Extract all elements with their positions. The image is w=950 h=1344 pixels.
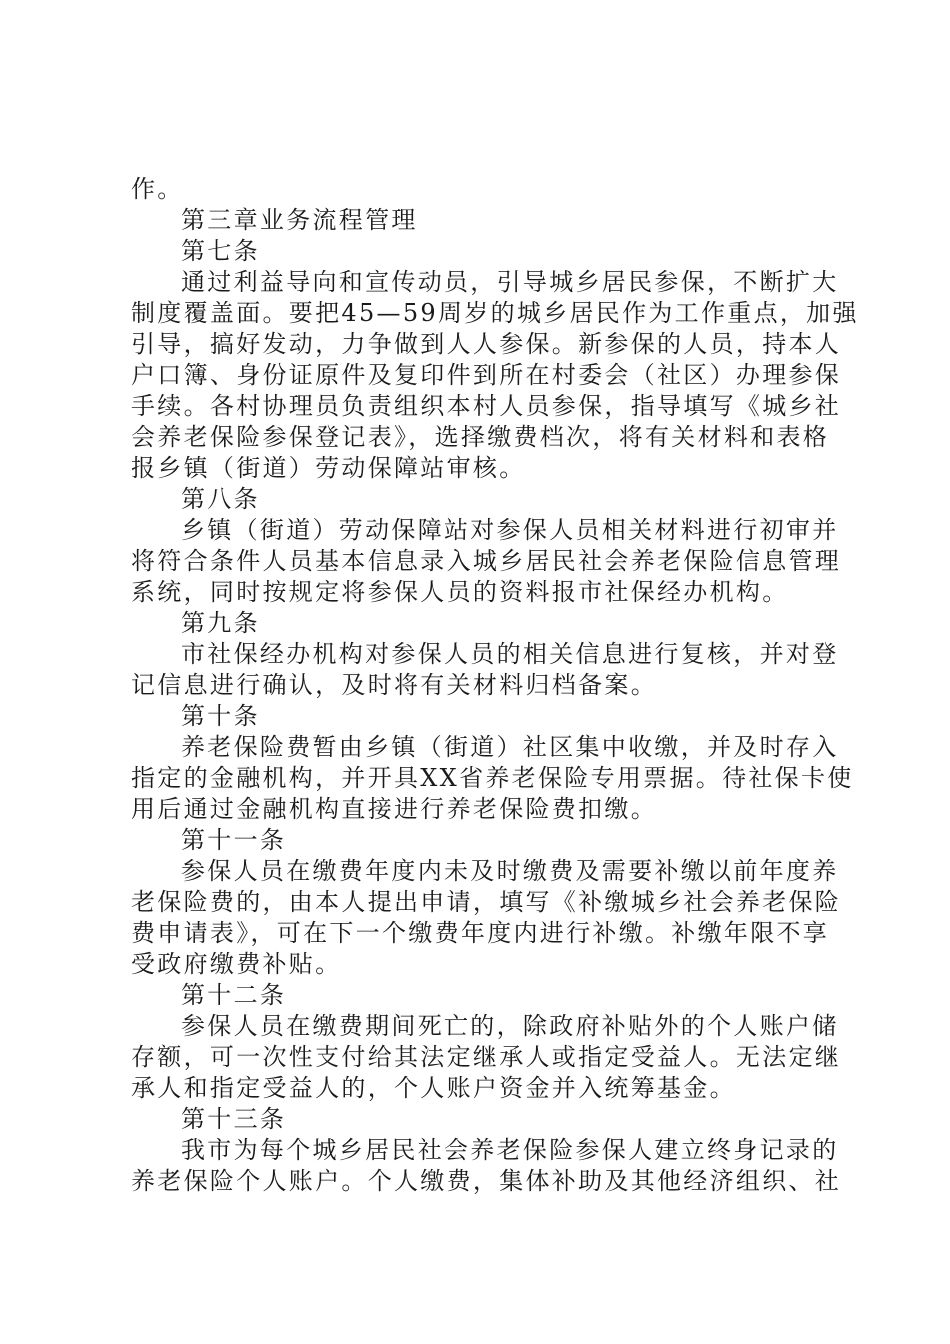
text-line: 记信息进行确认，及时将有关材料归档备案。	[131, 671, 657, 699]
text-line: 报乡镇（街道）劳动保障站审核。	[131, 454, 526, 482]
text-line: 作。	[131, 175, 184, 203]
text-line: 费申请表》，可在下一个缴费年度内进行补缴。补缴年限不享	[131, 919, 830, 947]
article-heading: 第十二条	[181, 981, 287, 1009]
article-heading: 第十一条	[181, 826, 287, 854]
document-body	[131, 174, 859, 1197]
chapter-heading: 第三章业务流程管理	[181, 206, 418, 234]
article-heading: 第九条	[181, 609, 260, 637]
text-line: 老保险费的，由本人提出申请，填写《补缴城乡社会养老保险	[131, 888, 842, 916]
text-line: 存额，可一次性支付给其法定继承人或指定受益人。无法定继	[131, 1043, 842, 1071]
article-heading: 第八条	[181, 485, 260, 513]
text-line: 我市为每个城乡居民社会养老保险参保人建立终身记录的	[181, 1136, 839, 1164]
text-line: 参保人员在缴费期间死亡的，除政府补贴外的个人账户储	[181, 1012, 839, 1040]
text-line: 市社保经办机构对参保人员的相关信息进行复核，并对登	[181, 640, 839, 668]
text-line: 手续。各村协理员负责组织本村人员参保，指导填写《城乡社	[131, 392, 842, 420]
text-line: 制度覆盖面。要把45—59周岁的城乡居民作为工作重点，加强	[131, 299, 859, 327]
text-line: 用后通过金融机构直接进行养老保险费扣缴。	[131, 795, 657, 823]
text-line: 受政府缴费补贴。	[131, 950, 342, 978]
text-line: 养老保险个人账户。个人缴费，集体补助及其他经济组织、社	[131, 1167, 842, 1195]
text-line: 引导，搞好发动，力争做到人人参保。新参保的人员，持本人	[131, 330, 842, 358]
text-line: 会养老保险参保登记表》，选择缴费档次，将有关材料和表格	[131, 423, 830, 451]
text-line: 通过利益导向和宣传动员，引导城乡居民参保，不断扩大	[181, 268, 839, 296]
text-line: 指定的金融机构，并开具XX省养老保险专用票据。待社保卡使	[131, 764, 854, 792]
article-heading: 第十三条	[181, 1105, 287, 1133]
text-line: 参保人员在缴费年度内未及时缴费及需要补缴以前年度养	[181, 857, 839, 885]
text-line: 承人和指定受益人的，个人账户资金并入统筹基金。	[131, 1074, 736, 1102]
text-line: 养老保险费暂由乡镇（街道）社区集中收缴，并及时存入	[181, 733, 839, 761]
article-heading: 第七条	[181, 237, 260, 265]
text-line: 乡镇（街道）劳动保障站对参保人员相关材料进行初审并	[181, 516, 839, 544]
text-line: 将符合条件人员基本信息录入城乡居民社会养老保险信息管理	[131, 547, 842, 575]
text-line: 系统，同时按规定将参保人员的资料报市社保经办机构。	[131, 578, 789, 606]
article-heading: 第十条	[181, 702, 260, 730]
text-line: 户口簿、身份证原件及复印件到所在村委会（社区）办理参保	[131, 361, 842, 389]
